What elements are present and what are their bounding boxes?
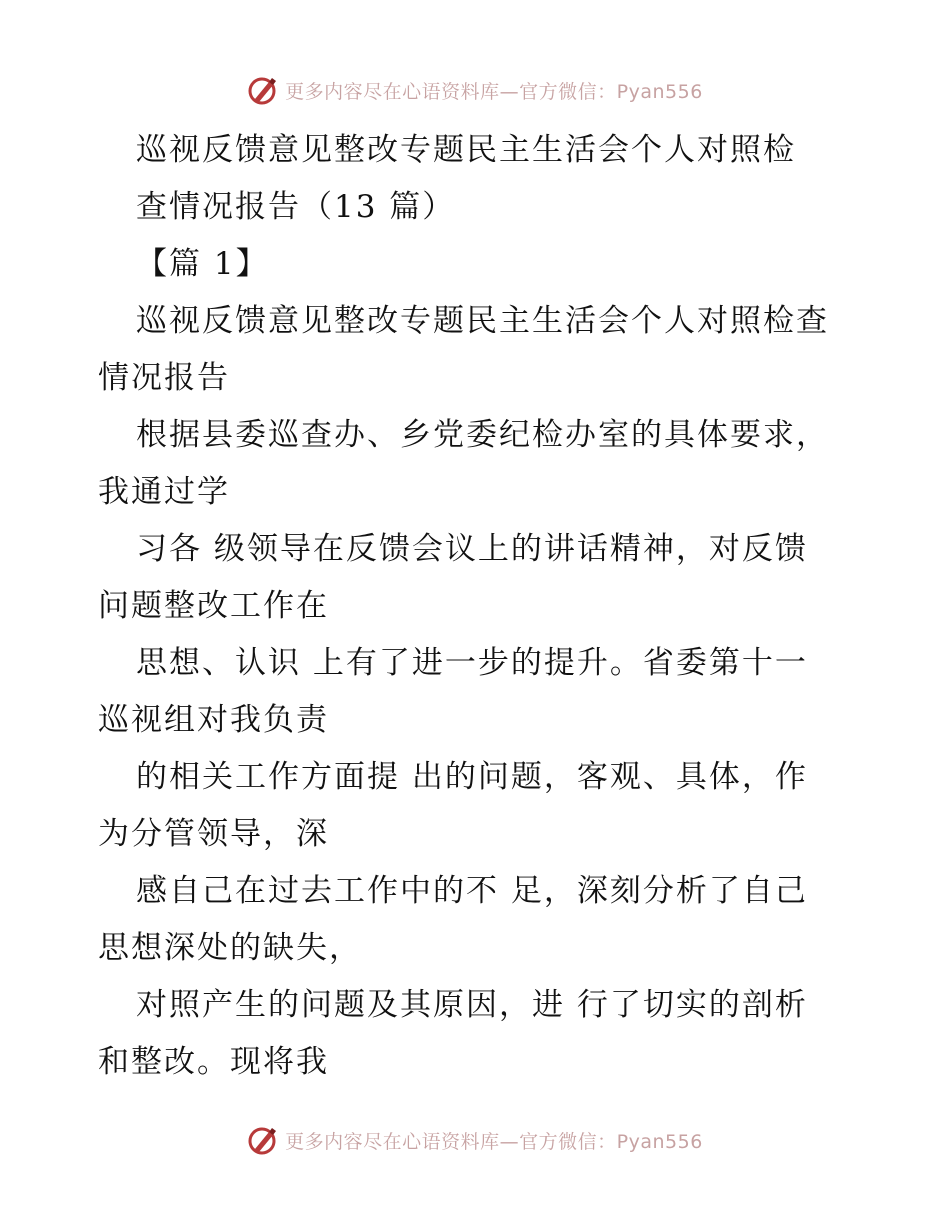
document-title-line-2: 查情况报告（13 篇） (136, 189, 456, 225)
paragraph-line: 的相关工作方面提 出的问题，客观、具体，作 (136, 759, 808, 795)
paragraph-line: 思想、认识 上有了进一步的提升。省委第十一 (136, 645, 808, 681)
section-label: 【篇 1】 (136, 246, 269, 282)
paragraph-line: 为分管领导，深 (98, 816, 329, 852)
paragraph-line: 对照产生的问题及其原因，进 行了切实的剖析 (136, 987, 808, 1023)
header-watermark-banner (0, 70, 950, 110)
footer-watermark-text: 更多内容尽在心语资料库—官方微信：Pyan556 (285, 1130, 703, 1153)
paragraph-line: 情况报告 (98, 360, 230, 396)
pen-circle-logo-icon (247, 1124, 279, 1156)
paragraph-line: 巡视反馈意见整改专题民主生活会个人对照检查 (136, 303, 829, 339)
paragraph-line: 问题整改工作在 (98, 588, 329, 624)
paragraph-line: 习各 级领导在反馈会议上的讲话精神，对反馈 (136, 531, 808, 567)
document-body (98, 122, 858, 1091)
footer-watermark-banner (0, 1120, 950, 1160)
header-watermark-text: 更多内容尽在心语资料库—官方微信：Pyan556 (285, 80, 703, 103)
paragraph-line: 感自己在过去工作中的不 足，深刻分析了自己 (136, 873, 808, 909)
document-title-line-1: 巡视反馈意见整改专题民主生活会个人对照检 (136, 132, 796, 168)
paragraph-line: 巡视组对我负责 (98, 702, 329, 738)
paragraph-line: 我通过学 (98, 474, 230, 510)
pen-circle-logo-icon (247, 74, 279, 106)
paragraph-line: 和整改。现将我 (98, 1044, 329, 1080)
paragraph-line: 思想深处的缺失， (98, 930, 362, 966)
paragraph-line: 根据县委巡查办、乡党委纪检办室的具体要求， (136, 417, 829, 453)
